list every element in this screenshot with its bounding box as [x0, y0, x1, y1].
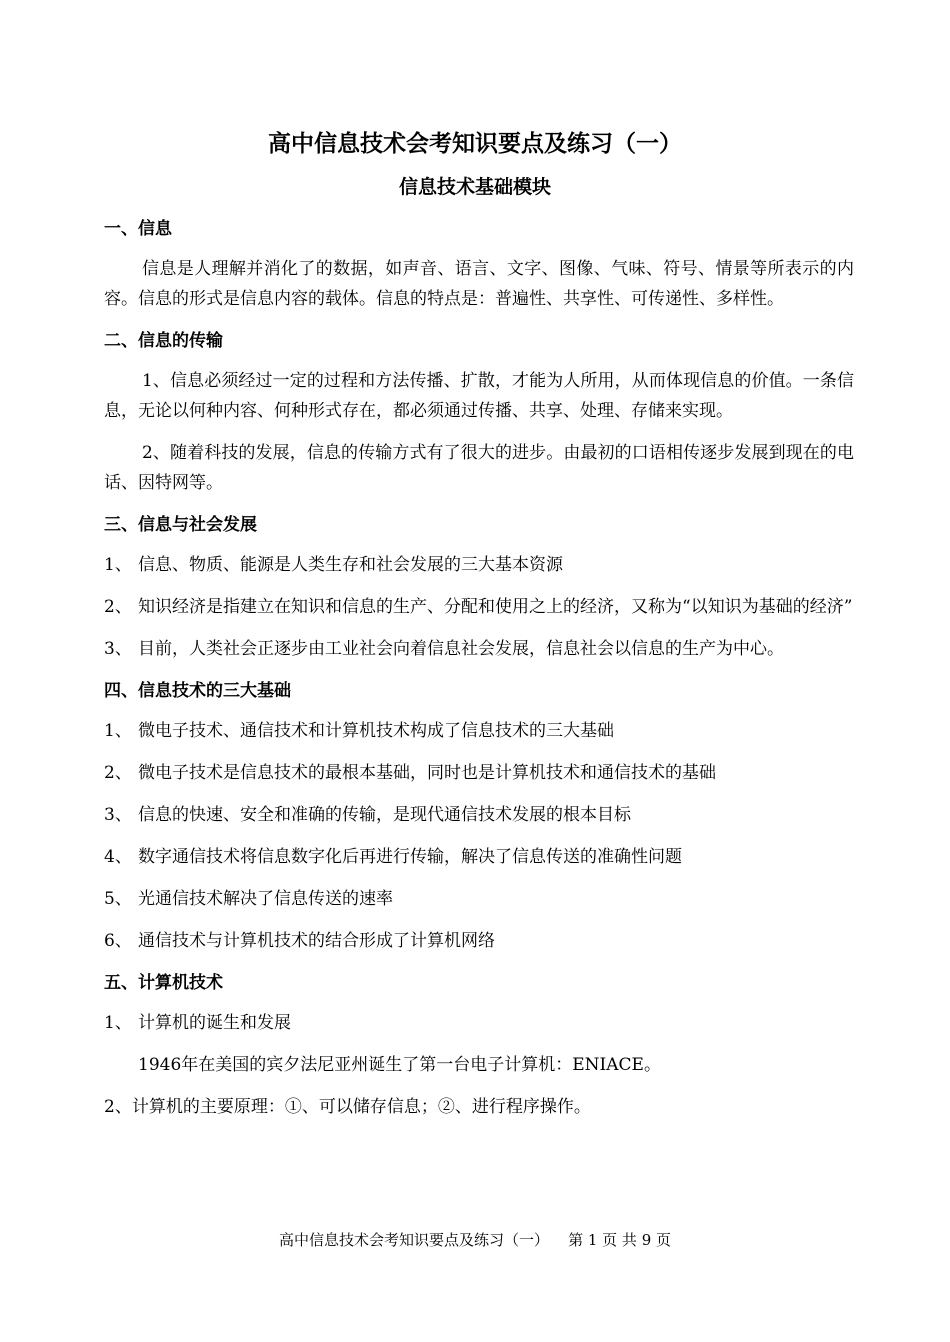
section-heading: 五、计算机技术 [104, 973, 223, 993]
list-number: 2、 [104, 763, 132, 783]
section-heading: 三、信息与社会发展 [104, 515, 257, 535]
list-text: 知识经济是指建立在知识和信息的生产、分配和使用之上的经济，又称为“以知识为基础的经济” [138, 597, 853, 617]
list-text: 信息的快速、安全和准确的传输，是现代通信技术发展的根本目标 [138, 805, 631, 825]
list-item [104, 926, 854, 956]
document-title: 高中信息技术会考知识要点及练习（一） [268, 131, 682, 157]
list-number: 3、 [104, 639, 132, 659]
section-heading: 四、信息技术的三大基础 [104, 681, 291, 701]
list-item: 2、计算机的主要原理：①、可以储存信息；②、进行程序操作。 [104, 1097, 591, 1117]
list-text: 微电子技术是信息技术的最根本基础，同时也是计算机技术和通信技术的基础 [138, 763, 716, 783]
paragraph: 1、信息必须经过一定的过程和方法传播、扩散，才能为人所用，从而体现信息的价值。一条信息，无论以何种内容、何种形式存在，都必须通过传播、共享、处理、存储来实现。 [104, 371, 854, 421]
list-text: 目前，人类社会正逐步由工业社会向着信息社会发展，信息社会以信息的生产为中心。 [138, 639, 784, 659]
list-number: 3、 [104, 805, 132, 825]
list-text: 通信技术与计算机技术的结合形成了计算机网络 [138, 931, 495, 951]
list-item [104, 550, 854, 580]
list-text: 信息、物质、能源是人类生存和社会发展的三大基本资源 [138, 555, 563, 575]
list-text: 计算机的诞生和发展 [138, 1013, 291, 1033]
list-item [104, 716, 854, 746]
list-item [104, 800, 854, 830]
list-number: 6、 [104, 931, 132, 951]
list-item [104, 1008, 854, 1038]
list-text: 光通信技术解决了信息传送的速率 [138, 889, 393, 909]
list-number: 1、 [104, 1013, 132, 1033]
document-subtitle: 信息技术基础模块 [398, 176, 551, 198]
list-number: 1、 [104, 555, 132, 575]
list-text: 微电子技术、通信技术和计算机技术构成了信息技术的三大基础 [138, 721, 614, 741]
paragraph: 2、随着科技的发展，信息的传输方式有了很大的进步。由最初的口语相传逐步发展到现在的电话、因特网等。 [104, 443, 854, 493]
list-text: 数字通信技术将信息数字化后再进行传输，解决了信息传送的准确性问题 [138, 847, 682, 867]
document-body [104, 214, 854, 1122]
list-item [104, 758, 854, 788]
list-number: 5、 [104, 889, 132, 909]
section-heading: 一、信息 [104, 219, 172, 239]
list-item [104, 884, 854, 914]
list-number: 1、 [104, 721, 132, 741]
list-item [104, 634, 854, 664]
list-item [104, 842, 854, 872]
list-item-detail: 1946年在美国的宾夕法尼亚州诞生了第一台电子计算机：ENIACE。 [138, 1055, 661, 1075]
footer-doc-title: 高中信息技术会考知识要点及练习（一） [278, 1231, 549, 1249]
paragraph: 信息是人理解并消化了的数据，如声音、语言、文字、图像、气味、符号、情景等所表示的内容。信息的形式是信息内容的载体。信息的特点是：普遍性、共享性、可传递性、多样性。 [104, 259, 854, 309]
section-heading: 二、信息的传输 [104, 331, 223, 351]
list-number: 4、 [104, 847, 132, 867]
page-footer [0, 1228, 950, 1252]
list-number: 2、 [104, 597, 132, 617]
list-item [104, 592, 854, 622]
footer-page-number: 第 1 页 共 9 页 [568, 1231, 672, 1249]
